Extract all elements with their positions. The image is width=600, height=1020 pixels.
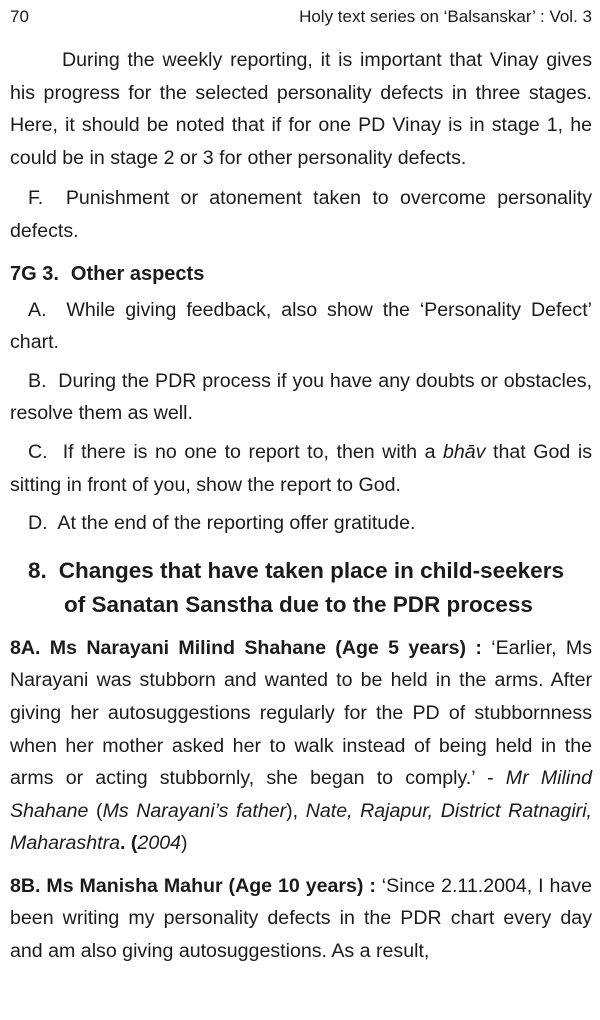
list-text: If there is no one to report to, then with a <box>62 440 444 463</box>
subsection-number: 7G 3. <box>10 262 59 285</box>
list-text: While giving feedback, also show the ‘Personality Defect’ chart. <box>10 298 592 354</box>
subsection-heading <box>10 258 592 290</box>
list-item-d <box>10 507 592 540</box>
punctuation: . ( <box>120 832 138 855</box>
punctuation: ), <box>286 799 306 822</box>
punctuation: ( <box>88 799 103 822</box>
list-marker: C. <box>28 440 48 463</box>
attribution-name: Mr Milind Shahane <box>10 767 592 822</box>
book-page <box>10 0 592 968</box>
section-heading <box>10 554 592 622</box>
attribution-relation: Ms Narayani’s father <box>102 799 287 822</box>
entry-8a <box>10 632 592 860</box>
list-item-b <box>10 365 592 430</box>
list-text: During the PDR process if you have any doubts or obstacles, resolve them as well. <box>10 369 593 425</box>
list-marker: F. <box>28 187 44 210</box>
list-text: that God is sitting in front of you, show the report to God. <box>10 440 593 496</box>
section-title-line1: Changes that have taken place in child-seekers <box>58 557 564 583</box>
page-header <box>10 0 592 34</box>
entry-8b <box>10 870 592 968</box>
entry-text: ‘Since 2.11.2004, I have been writing my personality defects in the PDR chart every day and am also giving autosuggestions. As a result, <box>10 874 593 963</box>
attribution-place: Nate, Rajapur, District Ratnagiri, Maharashtra <box>10 799 592 855</box>
page-number: 70 <box>10 7 29 26</box>
list-text: At the end of the reporting offer gratitude. <box>57 512 416 535</box>
list-marker: D. <box>28 512 48 535</box>
italic-term: bhāv <box>443 440 486 463</box>
running-title: Holy text series on ‘Balsanskar’ : Vol. 3 <box>299 7 592 26</box>
section-number: 8. <box>28 557 47 583</box>
intro-paragraph: During the weekly reporting, it is important that Vinay gives his progress for the selected personality defects in three stages. Here, it should be noted that if for one PD Vinay is in stage 1, he could be in stage 2 or 3 for other personality defects. <box>10 49 592 169</box>
entry-label: 8B. Ms Manisha Mahur (Age 10 years) : <box>10 874 376 897</box>
punctuation: ) <box>181 832 188 855</box>
list-marker: A. <box>28 298 47 321</box>
subsection-title: Other aspects <box>70 262 205 285</box>
entry-text: ‘Earlier, Ms Narayani was stubborn and wanted to be held in the arms. After giving her autosuggestions regularly for the PD of stubbornness when her mother asked her to walk instead of being held in the arms or acting stubbornly, she began to comply.’ - <box>10 636 592 790</box>
list-text: Punishment or atonement taken to overcome personality defects. <box>10 187 593 242</box>
section-title-line2: of Sanatan Sanstha due to the PDR process <box>64 591 533 617</box>
list-item-a <box>10 294 592 359</box>
list-item-f <box>10 182 592 247</box>
entry-label: 8A. Ms Narayani Milind Shahane (Age 5 years) : <box>10 636 482 659</box>
list-marker: B. <box>28 369 47 392</box>
attribution-year: 2004 <box>137 832 182 855</box>
list-item-c <box>10 436 592 501</box>
